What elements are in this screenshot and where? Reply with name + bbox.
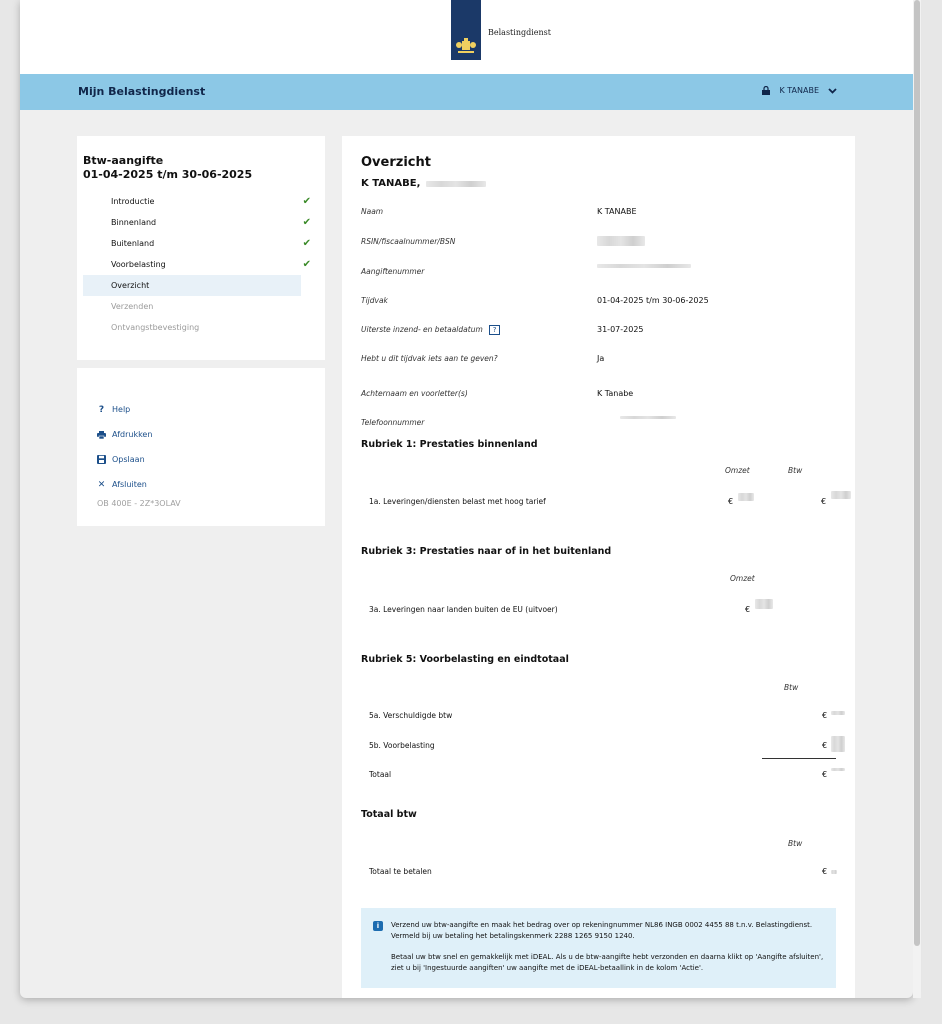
currency-symbol: € [745, 605, 751, 614]
step-list [83, 191, 319, 338]
omzet-column-header: Omzet [730, 574, 755, 583]
iets-aan-te-geven-label: Hebt u dit tijdvak iets aan te geven? [361, 354, 498, 363]
close-link[interactable]: ✕ Afsluiten [97, 479, 147, 490]
btw-column-header: Btw [784, 683, 799, 692]
currency-symbol: € [821, 497, 827, 506]
close-icon: ✕ [97, 479, 106, 490]
currency-symbol: € [822, 770, 828, 779]
rubriek-3-title: Rubriek 3: Prestaties naar of in het buitenland [361, 546, 612, 557]
achternaam-value: K Tanabe [597, 389, 634, 398]
coat-of-arms-icon [455, 38, 477, 54]
form-code: OB 400E - 2Z*3OLAV [97, 499, 181, 508]
step-voorbelasting[interactable]: Voorbelasting ✔ [111, 259, 311, 270]
aangiftenummer-label: Aangiftenummer [361, 267, 425, 276]
step-introductie[interactable]: Introductie ✔ [111, 196, 311, 207]
top-navigation-bar [20, 74, 913, 110]
page-title: Overzicht [361, 155, 431, 170]
help-link[interactable]: ? Help [98, 404, 131, 415]
totaal-label: Totaal [369, 770, 392, 779]
checkmark-icon: ✔ [302, 196, 311, 207]
totaal-btw-title: Totaal btw [361, 809, 417, 820]
rijksoverheid-logo [451, 0, 481, 60]
overview-panel [342, 136, 855, 998]
iets-aan-te-geven-value: Ja [597, 354, 605, 363]
step-ontvangstbevestiging: Ontvangstbevestiging [111, 323, 200, 332]
redacted-amount [831, 711, 845, 715]
line-1a-label: 1a. Leveringen/diensten belast met hoog tarief [369, 497, 546, 506]
checkmark-icon: ✔ [302, 259, 311, 270]
line-5b-label: 5b. Voorbelasting [369, 741, 435, 750]
line-5a-label: 5a. Verschuldigde btw [369, 711, 453, 720]
line-3a-label: 3a. Leveringen naar landen buiten de EU (uitvoer) [369, 605, 558, 614]
achternaam-label: Achternaam en voorletter(s) [361, 389, 468, 398]
step-buitenland[interactable]: Buitenland ✔ [111, 238, 311, 249]
scrollbar-thumb[interactable] [914, 0, 920, 946]
payment-info-box [361, 908, 836, 988]
print-link[interactable]: Afdrukken [97, 422, 325, 447]
redacted-amount [831, 491, 851, 499]
return-title: Btw-aangifte 01-04-2025 t/m 30-06-2025 [83, 154, 253, 181]
redacted-amount [831, 768, 845, 771]
currency-symbol: € [728, 497, 734, 506]
redacted-telefoon [620, 416, 676, 419]
taxpayer-heading: K TANABE, [361, 178, 486, 189]
user-menu[interactable] [762, 86, 837, 95]
step-binnenland[interactable]: Binnenland ✔ [111, 217, 311, 228]
redacted-rsin [597, 236, 645, 246]
save-icon [97, 455, 106, 465]
chevron-down-icon [828, 88, 837, 94]
naam-label: Naam [361, 207, 384, 216]
currency-symbol: € [822, 711, 828, 720]
uiterste-datum-value: 31-07-2025 [597, 325, 644, 334]
currency-symbol: € [822, 741, 828, 750]
lock-icon [762, 86, 770, 95]
checkmark-icon: ✔ [302, 238, 311, 249]
steps-panel [77, 136, 325, 360]
total-divider [762, 758, 836, 759]
printer-icon [97, 430, 106, 440]
currency-symbol: € [822, 867, 828, 876]
uiterste-datum-label: Uiterste inzend- en betaaldatum ? [361, 325, 500, 335]
logo-bar [20, 0, 913, 74]
btw-column-header: Btw [788, 466, 803, 475]
browser-window [20, 0, 913, 998]
rsin-label: RSIN/fiscaalnummer/BSN [361, 237, 456, 246]
omzet-column-header: Omzet [725, 466, 750, 475]
vertical-scrollbar[interactable] [913, 0, 921, 998]
logo-text: Belastingdienst [488, 28, 551, 37]
tijdvak-label: Tijdvak [361, 296, 388, 305]
telefoon-label: Telefoonnummer [361, 418, 425, 427]
payment-instructions: Verzend uw btw-aangifte en maak het bedrag over op rekeningnummer NL86 INGB 0002 4455 88 t.n.v. Belastingdienst. Vermeld bij uw betaling het betalingskenmerk 2288 1265 9150 1240. [391, 921, 813, 940]
redacted-amount [831, 870, 837, 874]
step-overzicht[interactable]: Overzicht [83, 275, 301, 296]
tijdvak-value: 01-04-2025 t/m 30-06-2025 [597, 296, 709, 305]
rubriek-5-title: Rubriek 5: Voorbelasting en eindtotaal [361, 654, 569, 665]
help-icon[interactable]: ? [489, 325, 500, 335]
redacted-amount [831, 736, 845, 752]
redacted-amount [755, 599, 773, 609]
totaal-te-betalen-label: Totaal te betalen [369, 867, 432, 876]
info-icon: i [373, 921, 383, 931]
question-icon: ? [98, 404, 105, 415]
ideal-instructions: Betaal uw btw snel en gemakkelijk met iDEAL. Als u de btw-aangifte hebt verzonden en daarna klikt op 'Aangifte afsluiten', ziet u bij 'Ingestuurde aangiften' uw aangifte met de iDEAL-betaallink in de kolom 'Actie'. [391, 953, 824, 972]
save-link[interactable]: Opslaan [97, 447, 325, 472]
redacted-aangiftenummer [597, 264, 691, 268]
actions-panel [77, 368, 325, 526]
rubriek-1-title: Rubriek 1: Prestaties binnenland [361, 439, 538, 450]
site-title[interactable]: Mijn Belastingdienst [78, 85, 206, 98]
redacted-amount [738, 493, 754, 501]
naam-value: K TANABE [597, 207, 637, 216]
checkmark-icon: ✔ [302, 217, 311, 228]
user-name: K TANABE [779, 86, 819, 95]
btw-column-header: Btw [788, 839, 803, 848]
step-verzenden: Verzenden [111, 302, 154, 311]
redacted-number [426, 181, 486, 187]
